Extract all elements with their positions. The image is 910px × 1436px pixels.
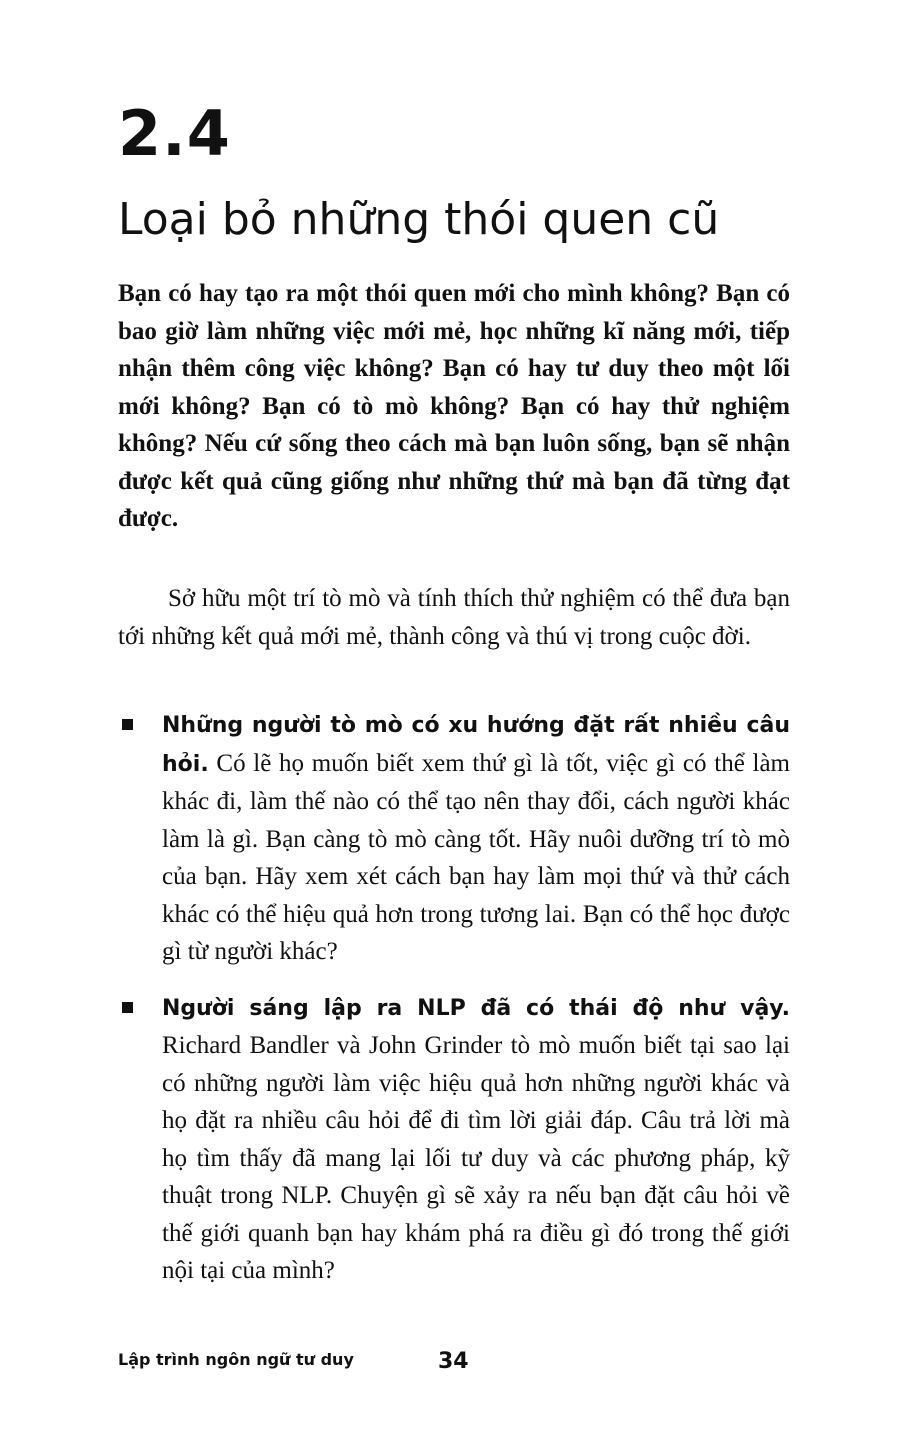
chapter-title: Loại bỏ những thói quen cũ: [118, 194, 720, 245]
footer-book-title: Lập trình ngôn ngữ tư duy: [118, 1350, 354, 1369]
chapter-number: 2.4: [118, 97, 231, 170]
bullet-body-text: Có lẽ họ muốn biết xem thứ gì là tốt, việc gì có thể làm khác đi, làm thế nào có thể tạo nên thay đổi, cách người khác làm là gì. Bạn càng tò mò càng tốt. Hãy nuôi dưỡng trí tò mò của bạn. Hãy xem xét cách bạn hay làm mọi thứ và thử cách khác có thể hiệu quả hơn trong tương lai. Bạn có thể học được gì từ người khác?: [162, 749, 790, 965]
bullet-item-nlp-founders: [118, 989, 790, 1290]
bullet-list: [118, 706, 790, 1308]
bullet-lead-text: Những người tò mò có xu hướng đặt rất nhiều câu hỏi.: [162, 713, 790, 777]
page-number: 34: [438, 1349, 469, 1374]
intro-paragraph: Bạn có hay tạo ra một thói quen mới cho mình không? Bạn có bao giờ làm những việc mới mẻ, học những kĩ năng mới, tiếp nhận thêm công việc không? Bạn có hay tư duy theo một lối mới không? Bạn có tò mò không? Bạn có hay thử nghiệm không? Nếu cứ sống theo cách mà bạn luôn sống, bạn sẽ nhận được kết quả cũng giống như những thứ mà bạn đã từng đạt được.: [118, 280, 790, 532]
body-paragraph: Sở hữu một trí tò mò và tính thích thử nghiệm có thể đưa bạn tới những kết quả mới mẻ, thành công và thú vị trong cuộc đời.: [118, 585, 790, 650]
square-bullet-icon: [122, 1002, 133, 1013]
bullet-body-text: Richard Bandler và John Grinder tò mò muốn biết tại sao lại có những người làm việc hiệu quả hơn những người khác và họ đặt ra nhiều câu hỏi để đi tìm lời giải đáp. Câu trả lời mà họ tìm thấy đã mang lại lối tư duy và các phương pháp, kỹ thuật trong NLP. Chuyện gì sẽ xảy ra nếu bạn đặt câu hỏi về thế giới quanh bạn hay khám phá ra điều gì đó trong thế giới nội tại của mình?: [162, 1032, 790, 1284]
bullet-item-curious-people: [118, 706, 790, 971]
square-bullet-icon: [122, 719, 133, 730]
bullet-lead-text: Người sáng lập ra NLP đã có thái độ như vậy.: [162, 995, 790, 1021]
